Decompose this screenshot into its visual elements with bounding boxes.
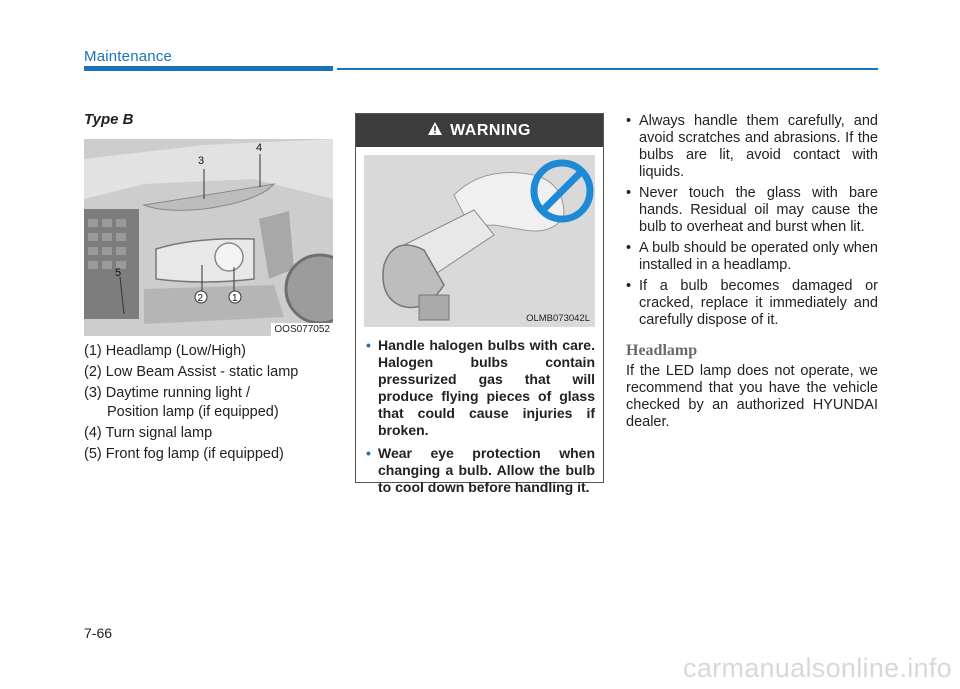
legend-list <box>84 342 354 466</box>
precaution-text: If a bulb becomes damaged or cracked, replace it immediately and carefully dispose of it. <box>639 278 878 328</box>
warning-items <box>366 337 595 496</box>
legend-item: (2) Low Beam Assist - static lamp <box>84 364 299 380</box>
figure-code: OOS077052 <box>271 323 333 336</box>
bullet-icon: • <box>626 240 632 256</box>
bulb-hand-illustration <box>364 155 595 327</box>
callout-5: 5 <box>115 267 122 279</box>
callout-3: 3 <box>198 155 205 167</box>
precaution-item <box>626 278 878 329</box>
precaution-item <box>626 113 878 181</box>
headlamp-paragraph: If the LED lamp does not operate, we recommend that you have the vehicle checked by an authorized HYUNDAI dealer. <box>626 363 878 430</box>
type-heading: Type B <box>84 111 134 128</box>
warning-triangle-icon <box>428 122 442 140</box>
callout-4: 4 <box>256 142 263 154</box>
precaution-item <box>626 240 878 274</box>
precaution-text: A bulb should be operated only when installed in a headlamp. <box>639 240 878 273</box>
legend-continuation: Position lamp (if equipped) <box>107 404 279 420</box>
warning-text: Handle halogen bulbs with care. Halogen bulbs contain pressurized gas that will produce flying pieces of glass that could cause injuries if broken. <box>378 337 595 438</box>
bulb-figure <box>364 155 595 327</box>
legend-line: (3) Daytime running light / <box>84 385 251 401</box>
headlamp-illustration <box>84 139 333 336</box>
bullet-icon: • <box>626 185 632 201</box>
figure-code: OLMB073042L <box>526 313 590 324</box>
bullet-icon: • <box>626 113 632 129</box>
precaution-list <box>626 113 878 333</box>
page-number: 7-66 <box>84 625 113 641</box>
bullet-icon: • <box>366 445 371 461</box>
header-rule-thick <box>84 66 333 71</box>
warning-item <box>366 445 595 496</box>
warning-title: WARNING <box>450 121 531 139</box>
precaution-text: Never touch the glass with bare hands. Residual oil may cause the bulb to overheat and burst when lit. <box>639 185 878 235</box>
bullet-icon: • <box>626 278 632 294</box>
header-rule-thin <box>337 68 878 70</box>
warning-header <box>356 114 603 147</box>
precaution-item <box>626 185 878 236</box>
legend-item: (4) Turn signal lamp <box>84 425 213 441</box>
legend-item <box>84 384 354 422</box>
headlamp-heading: Headlamp <box>626 342 698 359</box>
warning-text: Wear eye protection when changing a bulb. Allow the bulb to cool down before handling it. <box>378 445 595 495</box>
section-title: Maintenance <box>84 48 173 65</box>
watermark: carmanualsonline.info <box>683 653 952 683</box>
warning-item <box>366 337 595 439</box>
legend-item: (5) Front fog lamp (if equipped) <box>84 446 284 462</box>
callout-2: 2 <box>197 293 204 304</box>
callout-1: 1 <box>232 293 238 304</box>
headlamp-figure <box>84 139 333 336</box>
precaution-text: Always handle them carefully, and avoid scratches and abrasions. If the bulbs are lit, avoid contact with liquids. <box>639 113 878 180</box>
legend-item: (1) Headlamp (Low/High) <box>84 343 246 359</box>
bullet-icon: • <box>366 337 371 353</box>
warning-box <box>355 113 604 495</box>
